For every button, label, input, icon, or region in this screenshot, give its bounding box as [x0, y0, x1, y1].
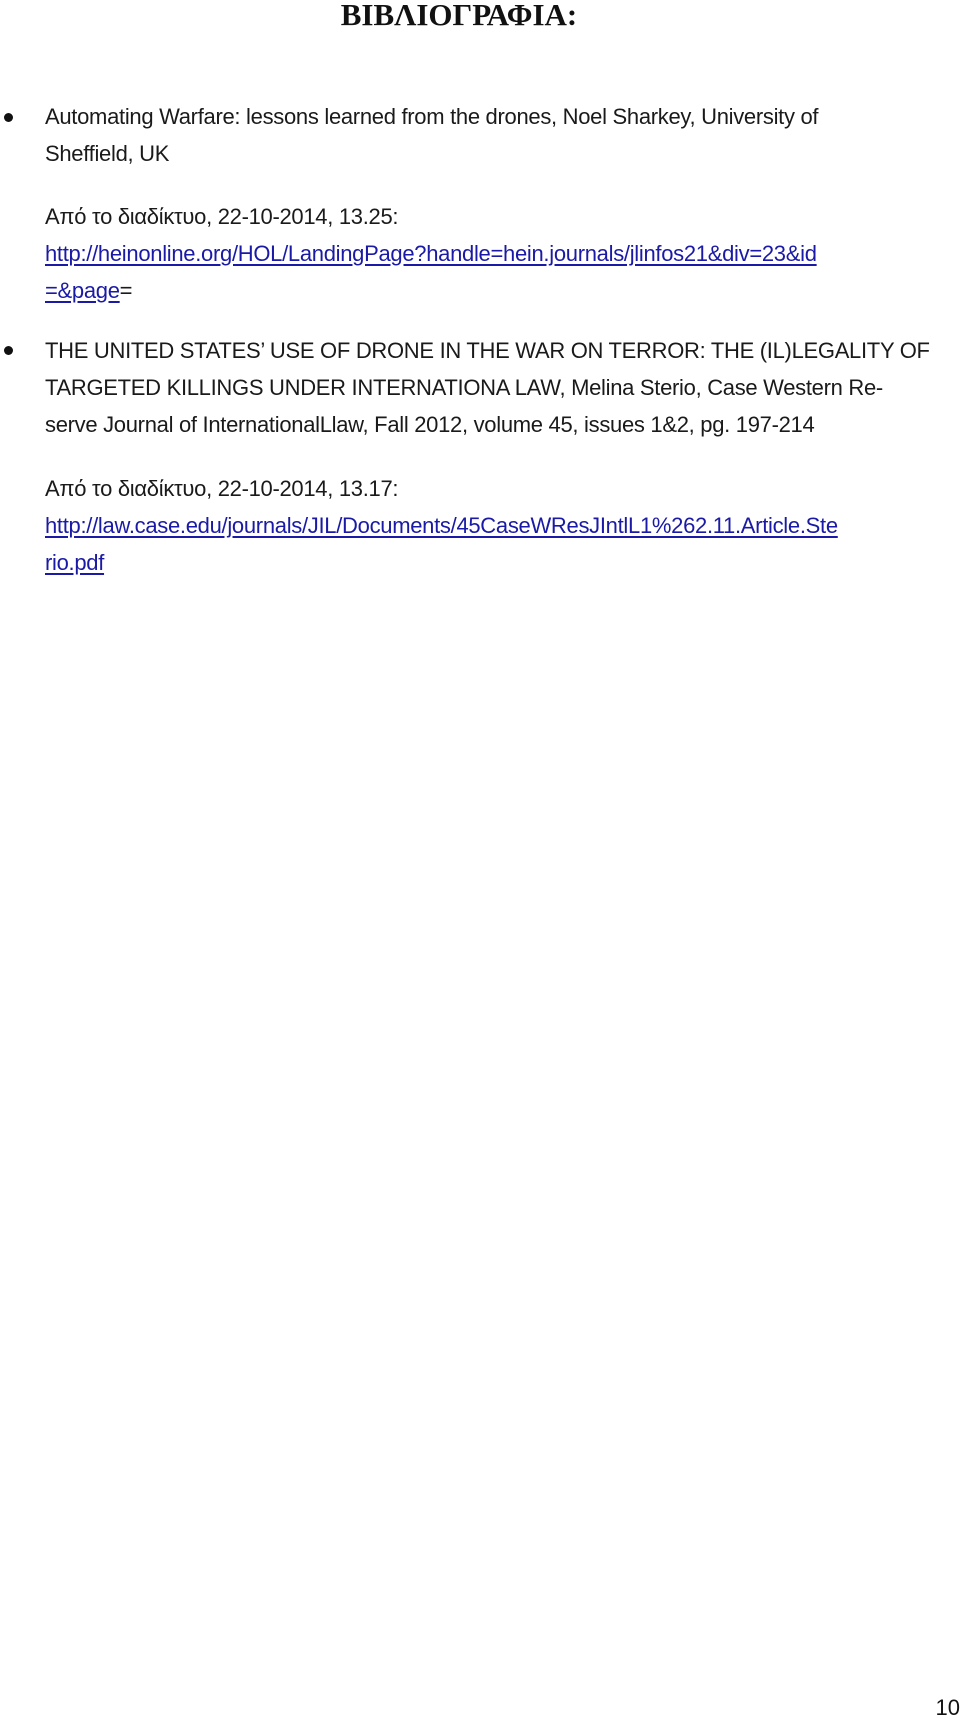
citation-line: Sheffield, UK — [45, 141, 170, 166]
citation-line: serve Journal of InternationalLlaw, Fall 2012, volume 45, issues 1&2, pg. 197-214 — [45, 412, 815, 437]
url-line — [45, 544, 960, 581]
url-line — [45, 272, 960, 309]
access-note — [45, 470, 960, 581]
citation-text — [45, 98, 960, 172]
bullet-icon — [4, 113, 13, 122]
url-link[interactable]: http://law.case.edu/journals/JIL/Documents/45CaseWResJIntlL1%262.11.Article.Ste — [45, 513, 838, 538]
page-title: ΒΙΒΛΙΟΓΡΑΦΙΑ: — [340, 0, 578, 32]
url-line — [45, 235, 960, 272]
citation-text — [45, 332, 960, 443]
citation-line: TARGETED KILLINGS UNDER INTERNATIONA LAW, Melina Sterio, Case Western Re- — [45, 375, 883, 400]
url-link[interactable]: =&page — [45, 278, 120, 303]
bullet-icon — [4, 346, 13, 355]
access-line: Από το διαδίκτυο, 22-10-2014, 13.25: — [45, 204, 399, 229]
url-line — [45, 507, 960, 544]
url-link[interactable]: rio.pdf — [45, 550, 105, 575]
citation-line: THE UNITED STATES’ USE OF DRONE IN THE WAR ON TERROR: THE (IL)LEGALITY OF — [45, 338, 930, 363]
page-number: 10 — [935, 1695, 960, 1720]
citation-line: Automating Warfare: lessons learned from the drones, Noel Sharkey, University of — [45, 104, 819, 129]
access-note — [45, 198, 960, 309]
url-suffix: = — [119, 278, 133, 303]
access-line: Από το διαδίκτυο, 22-10-2014, 13.17: — [45, 476, 399, 501]
url-link[interactable]: http://heinonline.org/HOL/LandingPage?handle=hein.journals/jlinfos21&div=23&id — [45, 241, 817, 266]
